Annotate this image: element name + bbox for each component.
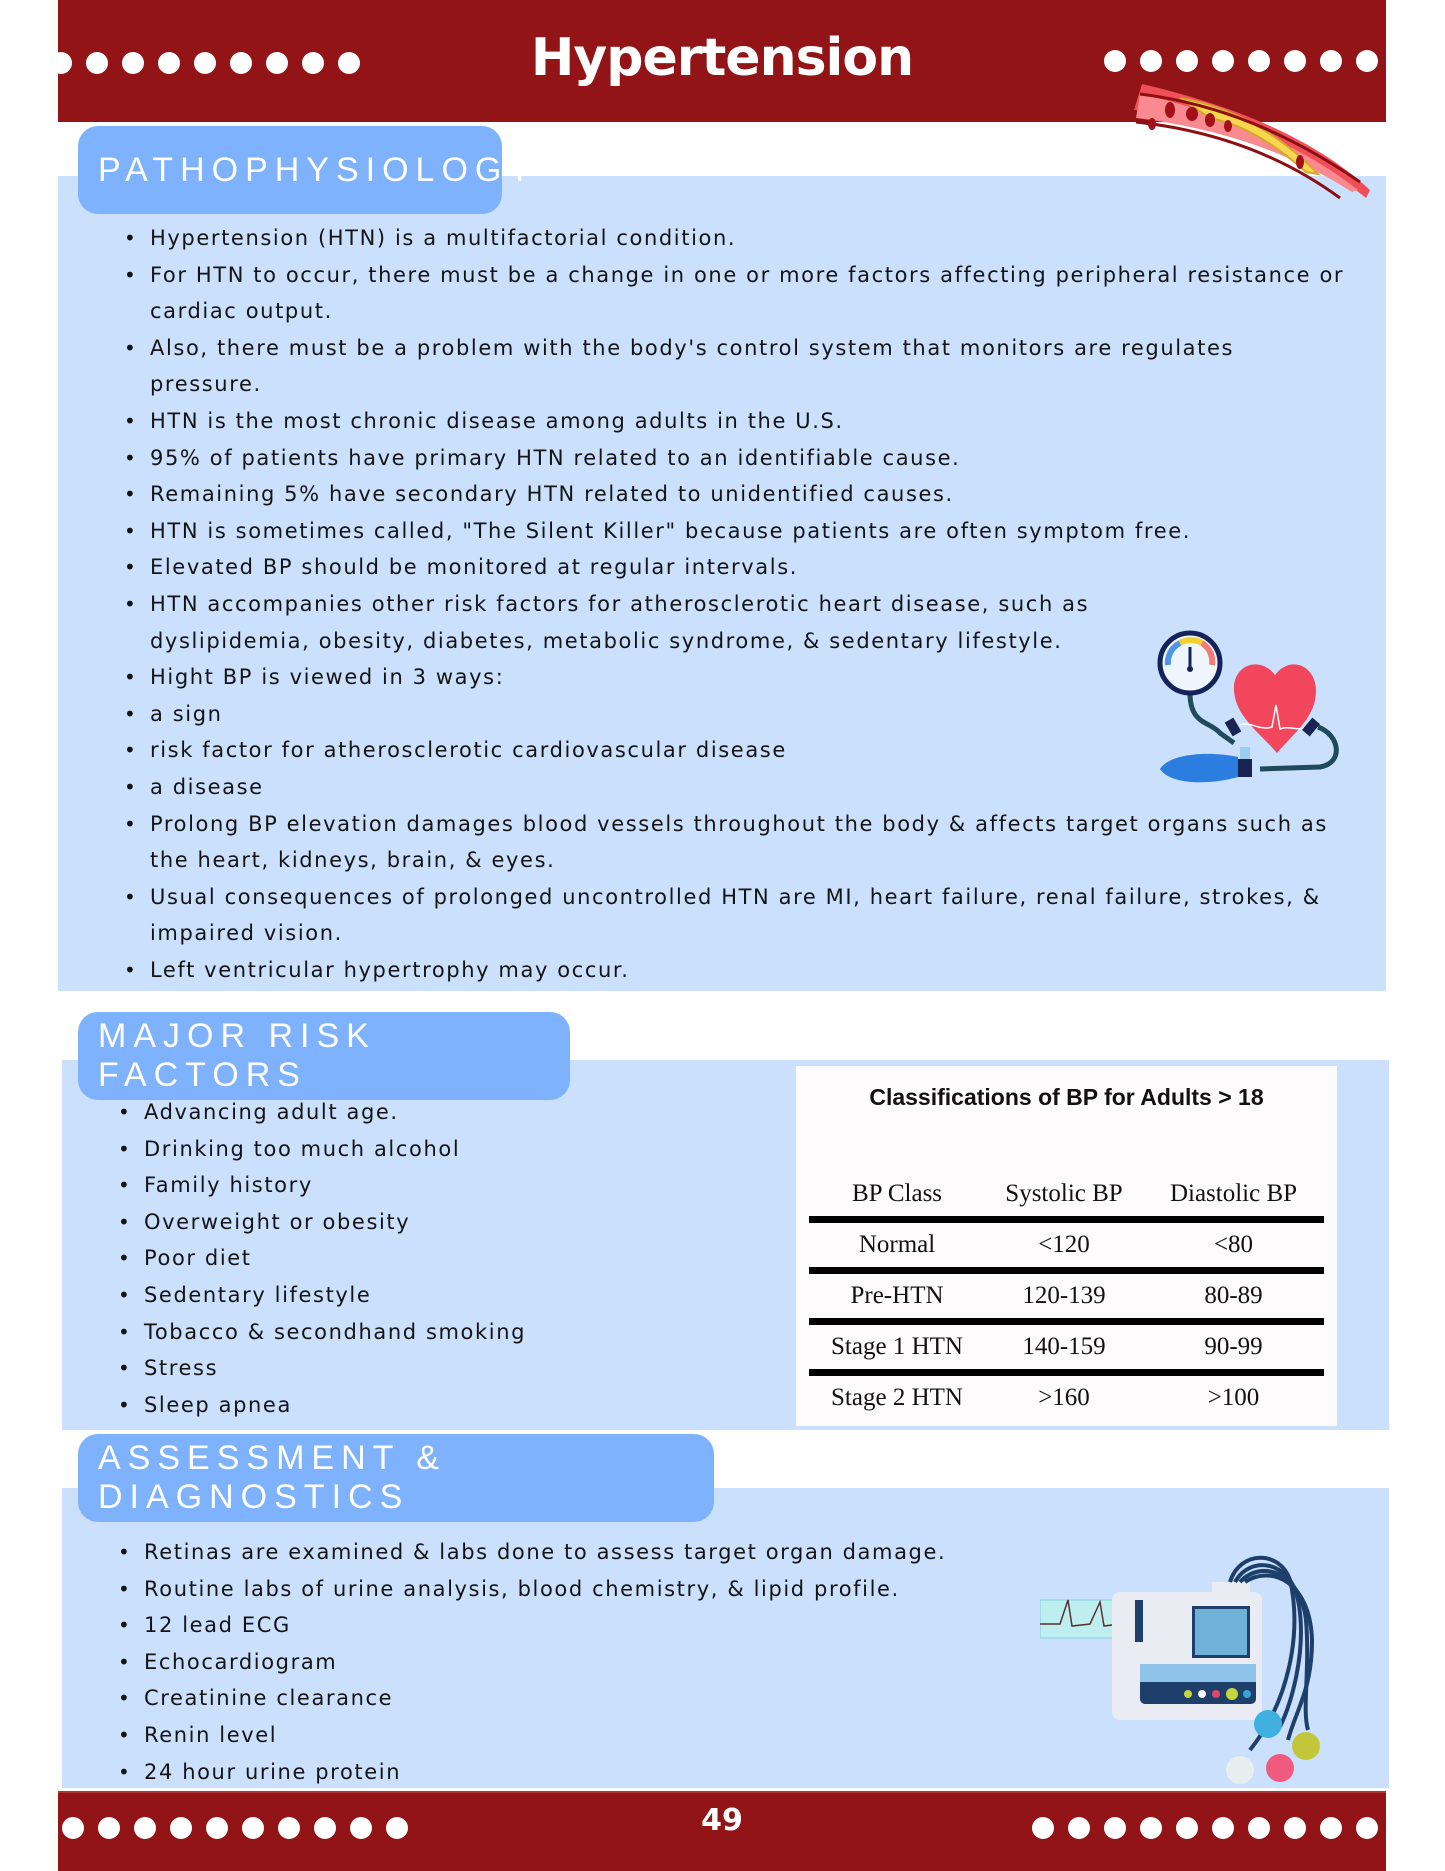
list-item: • Stress xyxy=(118,1350,678,1387)
list-item: • For HTN to occur, there must be a change in one or more factors affecting peripheral resistance or cardiac output. xyxy=(124,257,1354,330)
list-item: • Tobacco & secondhand smoking xyxy=(118,1314,678,1351)
artery-plaque-icon xyxy=(1130,74,1376,204)
bp-table-title: Classifications of BP for Adults > 18 xyxy=(869,1084,1264,1110)
list-item: • HTN is the most chronic disease among adults in the U.S. xyxy=(124,403,1354,440)
list-item: • Retinas are examined & labs done to assess target organ damage. xyxy=(118,1534,1058,1571)
list-item: • Renin level xyxy=(118,1717,1058,1754)
list-item: • Hight BP is viewed in 3 ways: xyxy=(124,659,1354,696)
pathophysiology-list xyxy=(124,220,1354,988)
list-item: • Drinking too much alcohol xyxy=(118,1131,678,1168)
bp-classification-card xyxy=(796,1066,1337,1426)
list-item: • Echocardiogram xyxy=(118,1644,1058,1681)
list-item: • Advancing adult age. xyxy=(118,1094,678,1131)
list-item: • 24 hour urine protein xyxy=(118,1754,1058,1791)
bp-table xyxy=(809,1172,1324,1420)
table-divider xyxy=(809,1267,1324,1274)
risk-factors-heading: MAJOR RISK FACTORS xyxy=(78,1012,570,1100)
table-divider xyxy=(809,1216,1324,1223)
list-item: • Also, there must be a problem with the body's control system that monitors are regulates pressure. xyxy=(124,330,1354,403)
header-dots-right xyxy=(1104,50,1378,72)
list-item: • 12 lead ECG xyxy=(118,1607,1058,1644)
list-item: • HTN is sometimes called, "The Silent Killer" because patients are often symptom free. xyxy=(124,513,1354,550)
list-item: • Creatinine clearance xyxy=(118,1680,1058,1717)
footer-dots-right xyxy=(1032,1817,1378,1839)
table-row: Stage 2 HTN >160 >100 xyxy=(831,1384,1260,1411)
table-row: Normal <120 <80 xyxy=(858,1231,1254,1258)
assessment-heading: ASSESSMENT & DIAGNOSTICS xyxy=(78,1434,714,1522)
footer-banner xyxy=(58,1791,1386,1871)
ecg-machine-icon xyxy=(1040,1540,1340,1790)
heart-blood-pressure-icon xyxy=(1150,625,1360,793)
bp-table-header: BP Class Systolic BP Diastolic BP xyxy=(851,1180,1298,1207)
list-item: • Elevated BP should be monitored at regular intervals. xyxy=(124,549,1354,586)
list-item: • Prolong BP elevation damages blood vessels throughout the body & affects target organs such as the heart, kidneys, brain, & eyes. xyxy=(124,806,1354,879)
list-item: • Left ventricular hypertrophy may occur. xyxy=(124,952,1354,989)
list-item: • Remaining 5% have secondary HTN related to unidentified causes. xyxy=(124,476,1354,513)
list-item: • Usual consequences of prolonged uncontrolled HTN are MI, heart failure, renal failure, strokes, & impaired vision. xyxy=(124,879,1354,952)
list-item: • Sleep apnea xyxy=(118,1387,678,1424)
list-item: • HTN accompanies other risk factors for atherosclerotic heart disease, such as dyslipidemia, obesity, diabetes, metabolic syndrome, & sedentary lifestyle. xyxy=(124,586,1154,659)
page-number: 49 xyxy=(701,1803,743,1838)
list-item: • 95% of patients have primary HTN related to an identifiable cause. xyxy=(124,440,1354,477)
list-item: • a disease xyxy=(124,769,1354,806)
table-divider xyxy=(809,1318,1324,1325)
list-item: • Poor diet xyxy=(118,1240,678,1277)
table-row: Stage 1 HTN 140-159 90-99 xyxy=(831,1333,1263,1360)
list-item: • risk factor for atherosclerotic cardiovascular disease xyxy=(124,732,1354,769)
list-item: • Sedentary lifestyle xyxy=(118,1277,678,1314)
pathophysiology-heading: PATHOPHYSIOLOGY xyxy=(78,126,502,214)
list-item: • Overweight or obesity xyxy=(118,1204,678,1241)
table-row: Pre-HTN 120-139 80-89 xyxy=(850,1282,1263,1309)
risk-factors-list xyxy=(118,1094,678,1423)
list-item: • a sign xyxy=(124,696,1354,733)
assessment-list xyxy=(118,1534,1058,1790)
list-item: • Routine labs of urine analysis, blood chemistry, & lipid profile. xyxy=(118,1571,1058,1608)
list-item: • Family history xyxy=(118,1167,678,1204)
page-title: Hypertension xyxy=(530,28,914,88)
table-divider xyxy=(809,1369,1324,1376)
list-item: • Hypertension (HTN) is a multifactorial condition. xyxy=(124,220,1354,257)
